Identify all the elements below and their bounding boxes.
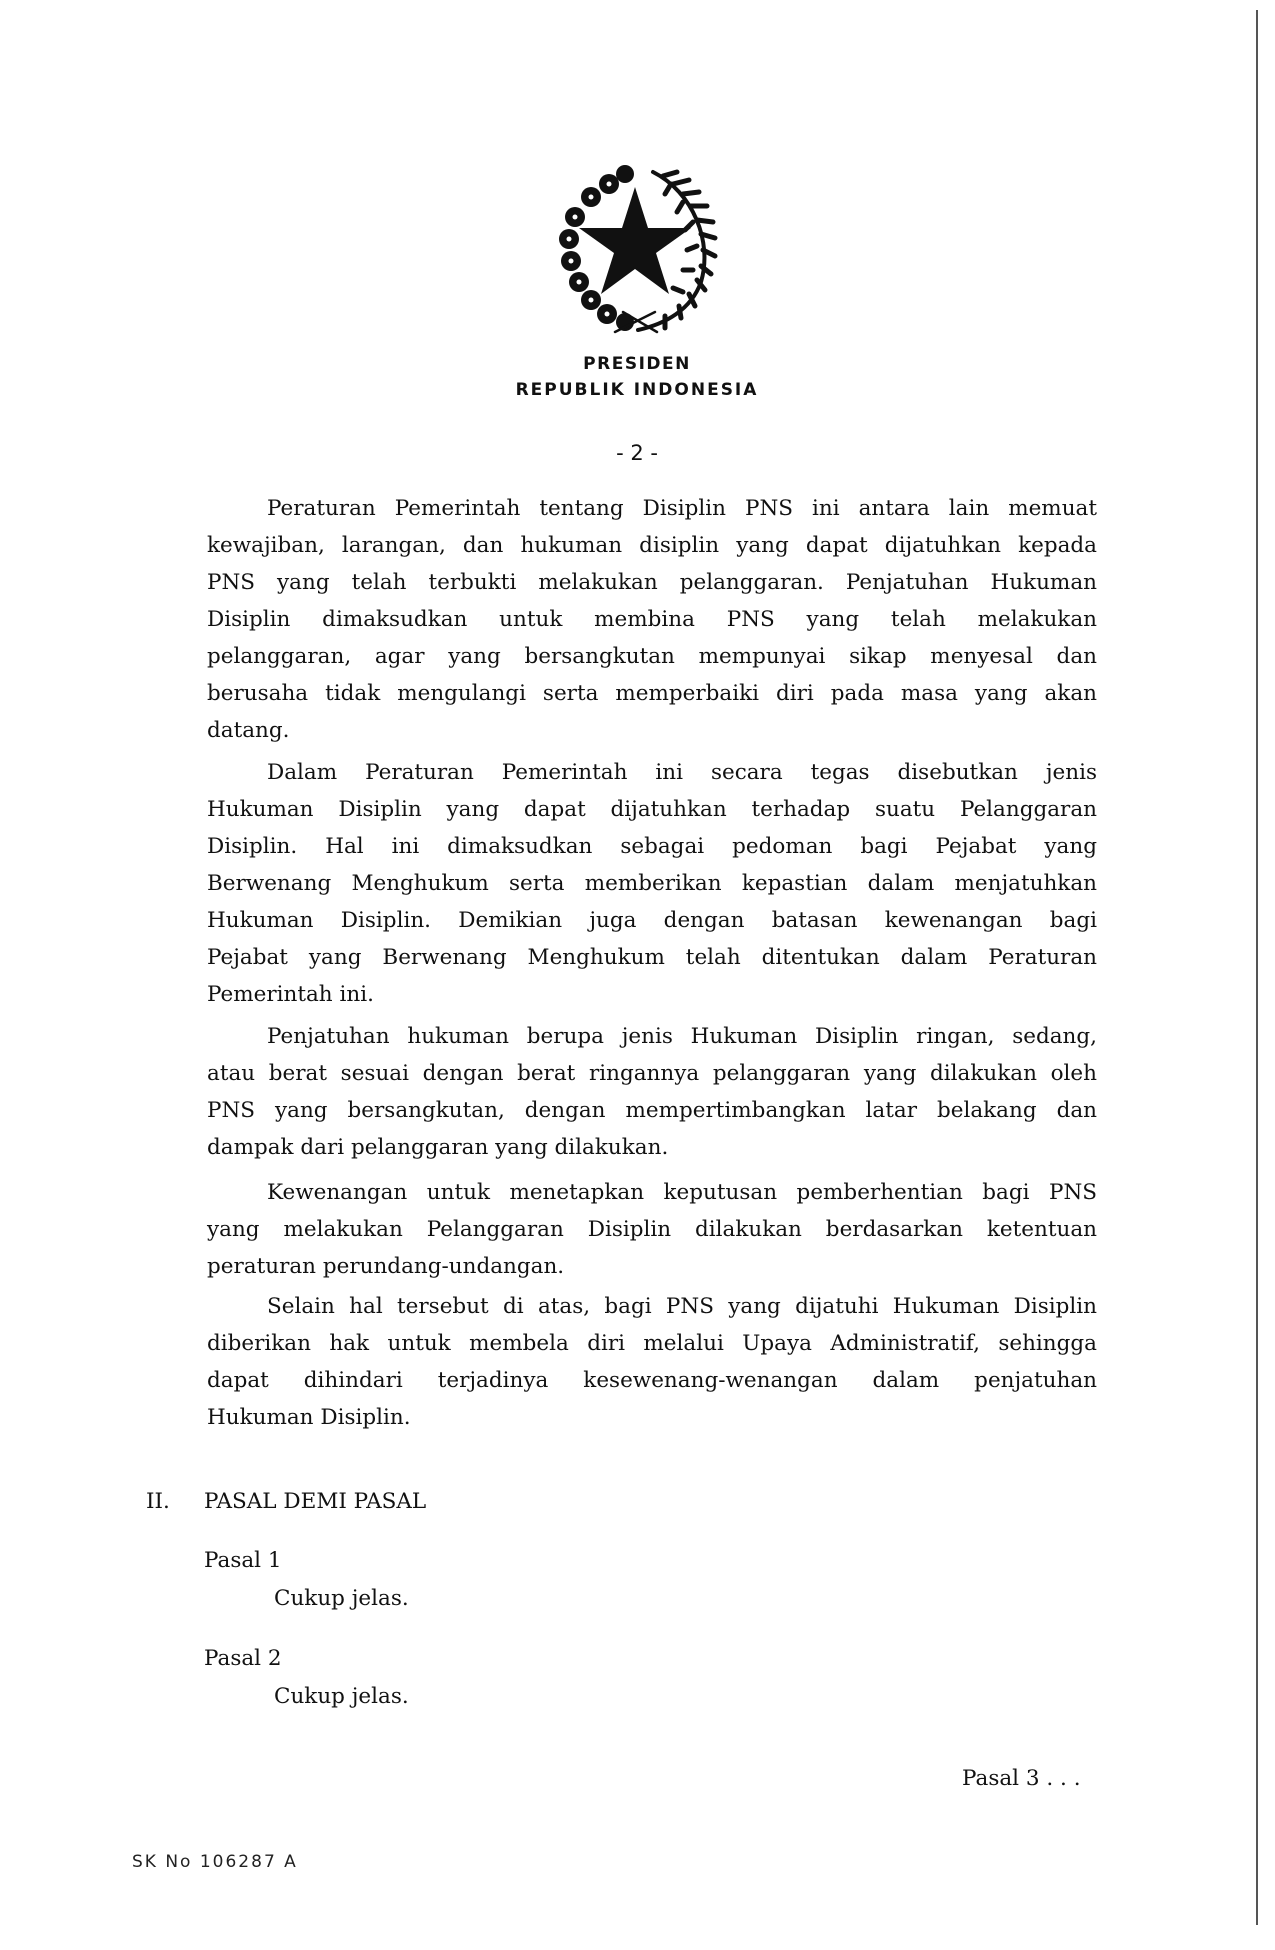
article-text: Cukup jelas.: [274, 1586, 409, 1611]
text-line: atau berat sesuai dengan berat ringannya pelanggaran yang dilakukan oleh: [207, 1061, 1097, 1086]
article-label: Pasal 1: [204, 1548, 282, 1573]
text-line: Disiplin. Hal ini dimaksudkan sebagai pedoman bagi Pejabat yang: [207, 834, 1097, 859]
text-line: datang.: [207, 718, 290, 743]
text-line: dampak dari pelanggaran yang dilakukan.: [207, 1135, 669, 1160]
text-line: Penjatuhan hukuman berupa jenis Hukuman Disiplin ringan, sedang,: [267, 1024, 1097, 1049]
text-line: Hukuman Disiplin yang dapat dijatuhkan terhadap suatu Pelanggaran: [207, 797, 1097, 822]
text-line: Dalam Peraturan Pemerintah ini secara tegas disebutkan jenis: [267, 760, 1097, 785]
text-line: pelanggaran, agar yang bersangkutan mempunyai sikap menyesal dan: [207, 644, 1097, 669]
text-line: Peraturan Pemerintah tentang Disiplin PNS ini antara lain memuat: [267, 496, 1097, 521]
text-line: Kewenangan untuk menetapkan keputusan pemberhentian bagi PNS: [267, 1180, 1097, 1205]
text-line: kewajiban, larangan, dan hukuman disiplin yang dapat dijatuhkan kepada: [207, 533, 1097, 558]
text-line: PNS yang telah terbukti melakukan pelanggaran. Penjatuhan Hukuman: [207, 570, 1097, 595]
text-line: Hukuman Disiplin. Demikian juga dengan batasan kewenangan bagi: [207, 908, 1097, 933]
text-line: Berwenang Menghukum serta memberikan kepastian dalam menjatuhkan: [207, 871, 1097, 896]
section-number: II.: [146, 1489, 170, 1514]
header-title-president: PRESIDEN: [583, 354, 691, 374]
text-line: Pemerintah ini.: [207, 982, 374, 1007]
scan-edge-line: [1256, 10, 1258, 1925]
header-title-republic: REPUBLIK INDONESIA: [515, 380, 759, 400]
text-line: dapat dihindari terjadinya kesewenang-wenangan dalam penjatuhan: [207, 1368, 1097, 1393]
text-line: diberikan hak untuk membela diri melalui Upaya Administratif, sehingga: [207, 1331, 1097, 1356]
text-line: PNS yang bersangkutan, dengan mempertimbangkan latar belakang dan: [207, 1098, 1097, 1123]
text-line: berusaha tidak mengulangi serta memperbaiki diri pada masa yang akan: [207, 681, 1097, 706]
document-code: SK No 106287 A: [132, 1852, 298, 1872]
text-line: Pejabat yang Berwenang Menghukum telah ditentukan dalam Peraturan: [207, 945, 1097, 970]
section-title: PASAL DEMI PASAL: [204, 1489, 427, 1514]
text-line: Selain hal tersebut di atas, bagi PNS yang dijatuhi Hukuman Disiplin: [267, 1294, 1097, 1319]
article-text: Cukup jelas.: [274, 1684, 409, 1709]
article-label: Pasal 2: [204, 1646, 282, 1671]
text-line: yang melakukan Pelanggaran Disiplin dilakukan berdasarkan ketentuan: [207, 1217, 1097, 1242]
text-line: Hukuman Disiplin.: [207, 1405, 411, 1430]
text-line: Disiplin dimaksudkan untuk membina PNS yang telah melakukan: [207, 607, 1097, 632]
text-line: peraturan perundang-undangan.: [207, 1254, 565, 1279]
page-number: - 2 -: [616, 441, 658, 465]
presidential-emblem-icon: [553, 162, 719, 334]
next-page-continuation: Pasal 3 . . .: [962, 1766, 1081, 1791]
